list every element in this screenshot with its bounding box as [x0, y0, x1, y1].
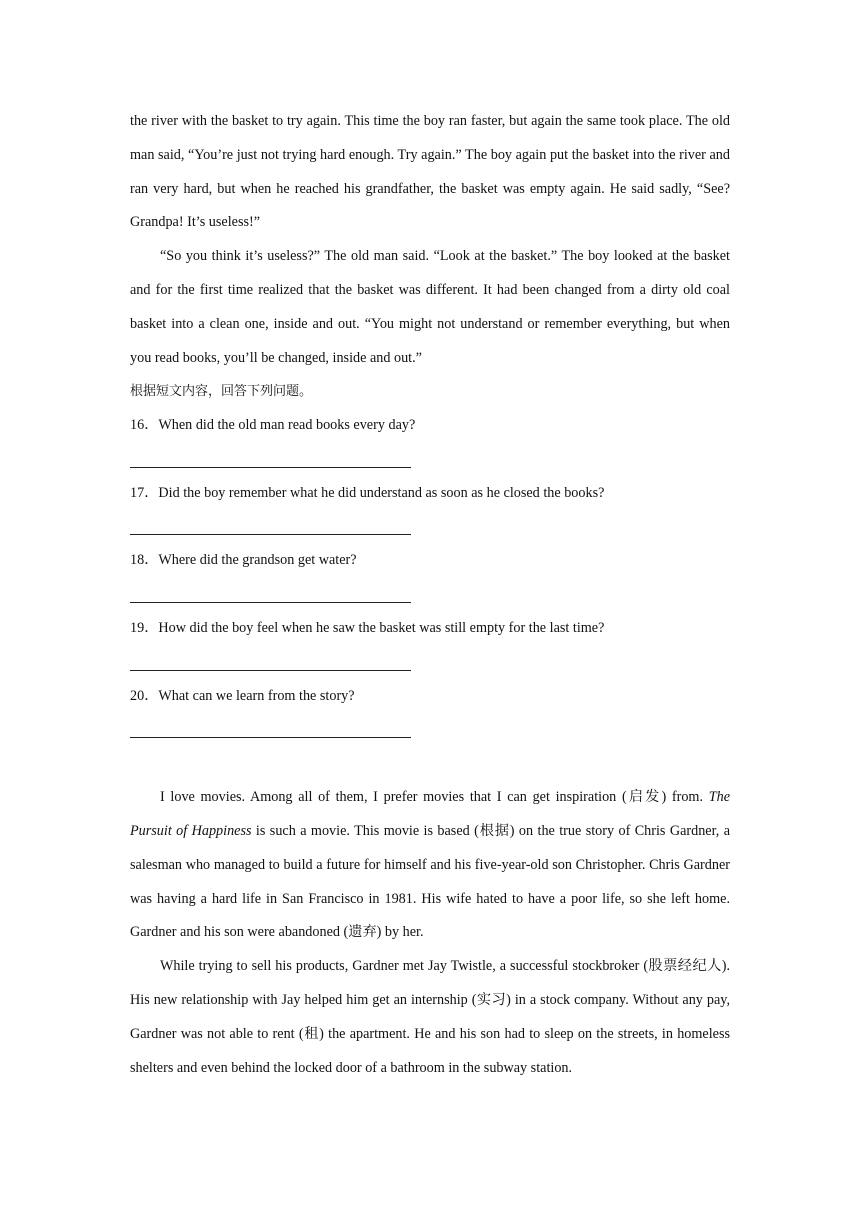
question-20 — [130, 680, 730, 748]
question-text: Did the boy remember what he did understand as soon as he closed the books? — [158, 484, 605, 501]
passage1-paragraph-2: “So you think it’s useless?” The old man said. “Look at the basket.” The boy looked at the basket and for the first time realized that the basket was different. It had been changed from a dirty old coal basket into a clean one, inside and out. “You might not understand or remember everything, but when you read books, you’ll be changed, inside and out.” — [130, 248, 730, 366]
answer-line[interactable] — [130, 443, 730, 477]
passage2-text: I love movies. Among all of them, I prefer movies that I can get inspiration (启发) from. — [160, 789, 709, 806]
movie-title: The Pursuit of Happiness — [130, 789, 730, 839]
question-text: How did the boy feel when he saw the basket was still empty for the last time? — [158, 619, 605, 636]
question-18 — [130, 544, 730, 612]
question-number: 17． — [130, 484, 159, 501]
question-text: What can we learn from the story? — [158, 687, 355, 704]
question-number: 18． — [130, 552, 159, 569]
passage2-paragraph-1 — [130, 781, 730, 950]
answer-line[interactable] — [130, 511, 730, 545]
question-16 — [130, 409, 730, 477]
document-page — [130, 105, 730, 1085]
question-17 — [130, 477, 730, 545]
passage1-paragraph-1: the river with the basket to try again. This time the boy ran faster, but again the same took place. The old man said, “You’re just not trying hard enough. Try again.” The boy again put the basket into the river and ran very hard, but when he reached his grandfather, the basket was empty again. He said sadly, “See? Grandpa! It’s useless!” — [130, 113, 730, 231]
question-text: Where did the grandson get water? — [158, 552, 357, 569]
question-19 — [130, 612, 730, 680]
question-number: 20． — [130, 687, 159, 704]
question-text: When did the old man read books every day? — [158, 417, 416, 434]
answer-line[interactable] — [130, 646, 730, 680]
question-number: 19． — [130, 619, 159, 636]
question-instruction: 根据短文内容，回答下列问题。 — [130, 384, 313, 400]
question-number: 16． — [130, 417, 159, 434]
answer-line[interactable] — [130, 578, 730, 612]
passage2-text: is such a movie. This movie is based (根据) on the true story of Chris Gardner, a salesman who managed to build a future for himself and his five-year-old son Christopher. Chris Gardner was having a hard life in San Francisco in 1981. His wife hated to have a poor life, so she left home. Gardner and his son were abandoned (遗弃) by her. — [130, 822, 731, 941]
section-gap — [130, 747, 730, 781]
passage2-paragraph-2: While trying to sell his products, Gardner met Jay Twistle, a successful stockbroker (股票经纪人). His new relationship with Jay helped him get an internship (实习) in a stock company. Without any pay, Gardner was not able to rent (租) the apartment. He and his son had to sleep on the streets, in homeless shelters and even behind the locked door of a bathroom in the subway station. — [130, 958, 730, 1076]
answer-line[interactable] — [130, 713, 730, 747]
